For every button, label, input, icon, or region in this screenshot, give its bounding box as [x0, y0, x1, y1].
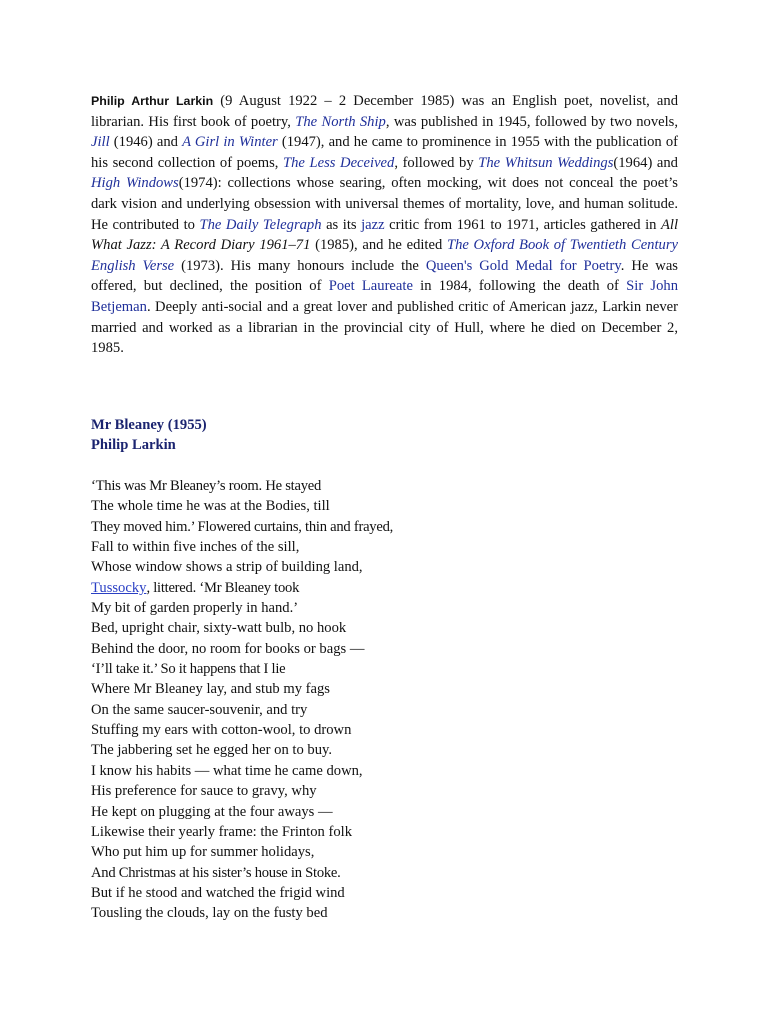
poem-line: He kept on plugging at the four aways — [91, 803, 333, 820]
bio-text: (1964) and [613, 154, 678, 171]
bio-text: , followed by [394, 154, 479, 171]
poem-line: Who put him up for summer holidays, [91, 844, 315, 861]
poem-body [91, 476, 393, 924]
link-tussocky[interactable]: Tussocky [91, 579, 147, 596]
poem-line: On the same saucer-souvenir, and try [91, 701, 308, 718]
link-oxford-book[interactable]: The Oxford Book of Twentieth Century English Verse [91, 237, 678, 274]
poem-line: ‘I’ll take it.’ So it happens that I lie [91, 661, 286, 678]
poem-line: They moved him.’ Flowered curtains, thin and frayed, [91, 518, 394, 535]
bio-text: as its [321, 216, 362, 233]
poem-title: Mr Bleaney (1955) [91, 417, 207, 433]
link-jazz[interactable]: jazz [361, 216, 385, 233]
poem-line: His preference for sauce to gravy, why [91, 783, 317, 800]
link-sir-john-betjeman[interactable]: Sir John Betjeman [91, 278, 678, 315]
poem-line: The whole time he was at the Bodies, till [91, 498, 330, 515]
poem-line: Behind the door, no room for books or bags — [91, 640, 365, 657]
bio-text: (1947), and he came to prominence in 1955 with the publication of his second collection of poems, [91, 134, 678, 171]
poem-line: Tousling the clouds, lay on the fusty bed [91, 905, 328, 922]
author-name: Philip Arthur Larkin [91, 94, 214, 108]
poem-line: Stuffing my ears with cotton-wool, to drown [91, 722, 352, 739]
bio-text: in 1984, following the death of [412, 278, 627, 295]
poem-line: Whose window shows a strip of building land, [91, 559, 363, 576]
link-the-less-deceived[interactable]: The Less Deceived [283, 154, 395, 171]
poem-line: And Christmas at his sister’s house in Stoke. [91, 864, 341, 881]
bio-text: , was published in 1945, followed by two novels, [385, 113, 678, 130]
poem-line: My bit of garden properly in hand.’ [91, 600, 299, 617]
poem-line-text: , littered. ‘Mr Bleaney took [146, 579, 300, 596]
bio-text: critic from 1961 to 1971, articles gathered in [384, 216, 661, 233]
poem-line: The jabbering set he egged her on to buy. [91, 742, 332, 759]
poem-line [91, 578, 393, 598]
link-high-windows[interactable]: High Windows [91, 175, 179, 192]
link-poet-laureate[interactable]: Poet Laureate [328, 278, 413, 295]
bio-text: (1946) and [109, 134, 183, 151]
book-title-all-what-jazz: All What Jazz: A Record Diary 1961–71 [91, 216, 679, 254]
poem-author: Philip Larkin [91, 437, 176, 454]
link-jill[interactable]: Jill [91, 134, 110, 151]
biography-paragraph [91, 91, 678, 359]
bio-text: (1985), and he edited [310, 237, 447, 254]
poem-line: ‘This was Mr Bleaney’s room. He stayed [91, 478, 322, 494]
poem-line: Bed, upright chair, sixty-watt bulb, no hook [91, 620, 347, 637]
poem-line: Fall to within five inches of the sill, [91, 539, 300, 556]
bio-text: (1973). His many honours include the [174, 257, 426, 274]
poem-heading [91, 415, 207, 456]
link-the-north-ship[interactable]: The North Ship [295, 113, 386, 130]
bio-text: . He was offered, but declined, the position of [91, 257, 678, 295]
poem-line: Where Mr Bleaney lay, and stub my fags [91, 681, 330, 698]
poem-line: But if he stood and watched the frigid wind [91, 884, 345, 901]
poem-line: Likewise their yearly frame: the Frinton folk [91, 823, 352, 840]
link-queens-gold-medal[interactable]: Queen's Gold Medal for Poetry [425, 257, 621, 274]
poem-line: I know his habits — what time he came down, [91, 762, 363, 779]
link-a-girl-in-winter[interactable]: A Girl in Winter [182, 134, 278, 151]
link-the-whitsun-weddings[interactable]: The Whitsun Weddings [478, 154, 614, 171]
bio-text: . Deeply anti-social and a great lover and published critic of American jazz, Larkin never married and worked as a librarian in the provincial city of Hull, where he died on December 2, 1985. [91, 298, 678, 357]
bio-text: (1974): collections whose searing, often mocking, wit does not conceal the poet’s dark vision and underlying obsession with universal themes of mortality, love, and human solitude. He contributed to [91, 175, 678, 233]
bio-text: (9 August 1922 – 2 December 1985) was an English poet, novelist, and librarian. His first book of poetry, [91, 93, 678, 130]
link-the-daily-telegraph[interactable]: The Daily Telegraph [199, 216, 322, 233]
